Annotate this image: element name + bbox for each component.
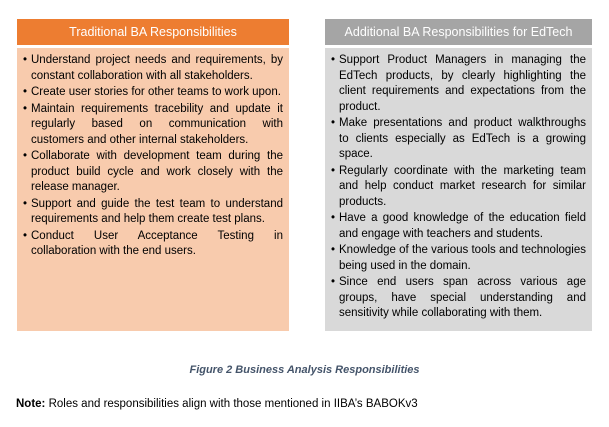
list-item: [333, 275, 586, 322]
bullet-icon: •: [331, 117, 336, 129]
bullet-icon: •: [331, 54, 336, 66]
list-item-text: Knowledge of the various tools and technologies being used in the domain.: [339, 244, 586, 272]
list-item-text: Collaborate with development team during the product build cycle and work closely with the release manager.: [31, 150, 283, 193]
note-label: Note:: [16, 398, 46, 410]
traditional-ba-list: [17, 48, 289, 331]
edtech-ba-header: Additional BA Responsibilities for EdTech: [325, 19, 592, 45]
list-item-text: Understand project needs and requirements, by constant collaboration with all stakeholders.: [31, 54, 283, 82]
list-item: [25, 229, 283, 260]
list-item: [25, 85, 283, 101]
list-item-text: Maintain requirements tracebility and update it regularly based on communication with customers and other internal stakeholders.: [31, 102, 283, 146]
list-item-text: Since end users span across various age groups, have special understanding and sensitivity while collaborating with them.: [339, 276, 586, 319]
list-item-text: Create user stories for other teams to work upon.: [31, 86, 281, 98]
list-item: [333, 243, 586, 274]
list-item-text: Support Product Managers in managing the EdTech products, by clearly highlighting the client requirements and expectations from the product.: [339, 54, 586, 113]
bullet-icon: •: [23, 229, 28, 242]
edtech-ba-panel: [325, 19, 592, 331]
bullet-icon: •: [23, 102, 28, 115]
note: [16, 398, 418, 410]
bullet-icon: •: [23, 86, 28, 98]
figure-caption: Figure 2 Business Analysis Responsibilities: [189, 364, 420, 376]
edtech-ba-list: [325, 48, 592, 331]
list-item-text: Make presentations and product walkthroughs to clients especially as EdTech is a growing space.: [339, 117, 586, 160]
list-item-text: Have a good knowledge of the education field and engage with teachers and students.: [339, 212, 586, 240]
bullet-icon: •: [331, 244, 336, 256]
bullet-icon: •: [331, 212, 336, 224]
list-item-text: Conduct User Acceptance Testing in collaboration with the end users.: [31, 229, 283, 257]
traditional-ba-panel: [17, 19, 289, 331]
list-item: [333, 211, 586, 242]
bullet-icon: •: [23, 150, 28, 162]
note-text: Roles and responsibilities align with those mentioned in IIBA’s BABOKv3: [45, 398, 418, 410]
list-item-text: Support and guide the test team to understand requirements and help them create test plans.: [31, 197, 283, 225]
list-item-text: Regularly coordinate with the marketing team and help conduct market research for similar products.: [339, 164, 586, 208]
list-item: [25, 197, 283, 228]
list-item: [25, 149, 283, 196]
list-item: [333, 164, 586, 211]
list-item: [333, 53, 586, 115]
bullet-icon: •: [23, 54, 28, 66]
bullet-icon: •: [331, 164, 336, 177]
list-item: [25, 102, 283, 149]
bullet-icon: •: [331, 276, 336, 288]
bullet-icon: •: [23, 197, 28, 210]
traditional-ba-header: Traditional BA Responsibilities: [17, 19, 289, 45]
list-item: [333, 116, 586, 163]
list-item: [25, 53, 283, 84]
